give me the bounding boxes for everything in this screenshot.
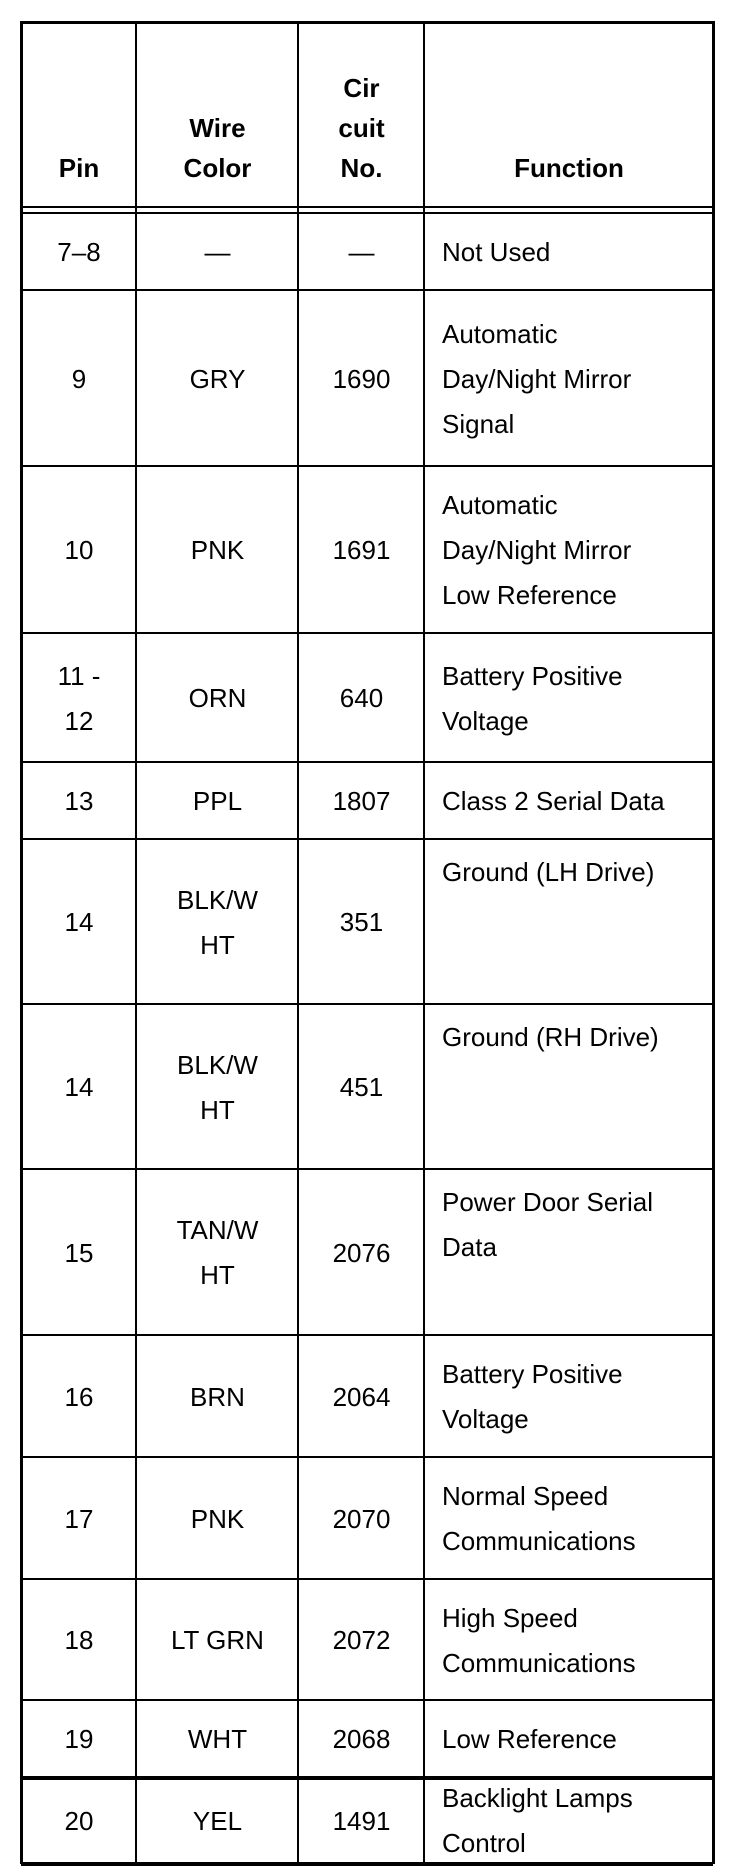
- cell-content: [188, 1717, 247, 1762]
- cell-text-line: LT GRN: [171, 1625, 264, 1655]
- row-divider: [21, 465, 713, 467]
- wire-color-cell: [138, 765, 297, 838]
- cell-text-line: HT: [200, 1094, 235, 1125]
- cell-content: [65, 1231, 94, 1276]
- cell-content: [333, 1799, 391, 1844]
- header-circuit-no: [300, 24, 423, 206]
- circuit-number-cell: [300, 293, 423, 465]
- cell-text-line: 2070: [332, 1503, 391, 1534]
- cell-text-line: 2076: [332, 1237, 391, 1268]
- row-divider: [21, 632, 713, 634]
- wire-color-cell: [138, 469, 297, 632]
- pin-cell: [23, 1582, 135, 1699]
- cell-text-line: BLK/W: [177, 884, 258, 915]
- cell-text-line: Control: [442, 1828, 526, 1858]
- cell-content: [65, 1065, 94, 1110]
- cell-content: [442, 1717, 617, 1762]
- function-cell: [426, 1582, 712, 1699]
- cell-text-line: BLK/W: [177, 1049, 258, 1080]
- wire-color-cell: [138, 636, 297, 761]
- cell-text-line: Automatic: [442, 318, 558, 349]
- pin-cell: [23, 1780, 135, 1862]
- pin-cell: [23, 216, 135, 289]
- cell-text-line: 1491: [332, 1805, 391, 1836]
- circuit-number-cell: [300, 842, 423, 1003]
- function-cell: [426, 293, 712, 465]
- cell-text-line: Cir: [343, 73, 380, 103]
- wire-color-cell: [138, 1338, 297, 1456]
- pin-cell: [23, 1007, 135, 1168]
- cell-text-line: 451: [339, 1072, 384, 1102]
- cell-text-line: cuit: [338, 113, 385, 143]
- function-cell: [426, 842, 712, 1003]
- cell-text-line: Ground (LH Drive): [442, 857, 655, 887]
- wire-color-cell: [138, 1703, 297, 1776]
- wire-color-cell: [138, 1582, 297, 1699]
- column-divider: [135, 21, 137, 1864]
- cell-text-line: 12: [64, 705, 94, 736]
- circuit-number-cell: [300, 765, 423, 838]
- cell-text-line: Function: [514, 153, 624, 183]
- cell-text-line: Voltage: [442, 705, 529, 736]
- cell-text-line: Low Reference: [442, 1724, 617, 1754]
- circuit-number-cell: [300, 216, 423, 289]
- cell-text-line: —: [348, 237, 375, 267]
- function-cell: [426, 216, 712, 289]
- row-divider: [21, 1578, 713, 1580]
- cell-text-line: 10: [64, 535, 94, 565]
- cell-text-line: Pin: [58, 153, 100, 183]
- cell-text-line: 1691: [332, 535, 391, 565]
- wire-color-cell: [138, 216, 297, 289]
- cell-text-line: ORN: [188, 683, 247, 713]
- cell-content: [333, 779, 391, 824]
- cell-content: [442, 1474, 636, 1564]
- circuit-number-cell: [300, 1172, 423, 1334]
- column-divider: [712, 21, 715, 1864]
- circuit-number-cell: [300, 469, 423, 632]
- cell-content: [65, 1375, 94, 1420]
- header-divider: [21, 206, 713, 208]
- cell-text-line: Communications: [442, 1526, 636, 1556]
- cell-content: [65, 1799, 94, 1844]
- function-cell: [426, 636, 712, 761]
- wire-color-cell: [138, 1780, 297, 1862]
- cell-content: [65, 1497, 94, 1542]
- cell-text-line: 640: [339, 683, 384, 713]
- cell-text-line: GRY: [189, 363, 246, 394]
- cell-text-line: 7–8: [57, 237, 101, 267]
- cell-content: [442, 1352, 623, 1442]
- cell-content: [442, 850, 712, 895]
- cell-content: [442, 230, 550, 275]
- header-label: [338, 68, 384, 188]
- cell-content: [58, 654, 101, 744]
- cell-text-line: 19: [64, 1724, 94, 1754]
- cell-text-line: WHT: [187, 1724, 248, 1754]
- cell-content: [333, 1231, 391, 1276]
- header-label: [514, 148, 624, 188]
- function-cell: [426, 1172, 712, 1334]
- pin-cell: [23, 293, 135, 465]
- cell-text-line: No.: [340, 153, 383, 183]
- wire-color-cell: [138, 293, 297, 465]
- cell-content: [65, 900, 94, 945]
- pin-cell: [23, 1460, 135, 1578]
- cell-text-line: Ground (RH Drive): [442, 1022, 659, 1052]
- column-divider: [297, 21, 299, 1864]
- row-divider: [21, 1168, 713, 1170]
- cell-text-line: 16: [64, 1381, 94, 1412]
- header-label: [59, 148, 99, 188]
- cell-text-line: Battery Positive: [442, 1359, 623, 1389]
- circuit-number-cell: [300, 1703, 423, 1776]
- row-divider: [21, 1699, 713, 1701]
- cell-text-line: 18: [64, 1625, 94, 1655]
- cell-content: [177, 1208, 259, 1298]
- cell-text-line: Color: [183, 153, 252, 183]
- cell-content: [190, 1375, 245, 1420]
- cell-text-line: 9: [71, 363, 87, 394]
- function-cell: [426, 1338, 712, 1456]
- pin-cell: [23, 842, 135, 1003]
- header-pin: [23, 24, 135, 206]
- cell-content: [65, 779, 94, 824]
- cell-content: [171, 1618, 264, 1663]
- row-divider: [21, 289, 713, 291]
- cell-text-line: PPL: [192, 786, 243, 816]
- cell-content: [340, 900, 383, 945]
- circuit-number-cell: [300, 1780, 423, 1862]
- row-divider: [21, 838, 713, 840]
- row-divider: [21, 1334, 713, 1336]
- header-divider: [21, 212, 713, 214]
- cell-content: [191, 1497, 244, 1542]
- cell-content: [333, 1717, 391, 1762]
- circuit-number-cell: [300, 1582, 423, 1699]
- cell-text-line: Day/Night Mirror: [442, 535, 632, 565]
- cell-content: [349, 230, 375, 275]
- cell-content: [340, 676, 383, 721]
- cell-content: [177, 878, 258, 968]
- cell-text-line: Voltage: [442, 1404, 529, 1434]
- cell-content: [442, 779, 665, 824]
- cell-text-line: Wire: [189, 113, 246, 143]
- circuit-number-cell: [300, 1007, 423, 1168]
- header-wire-color: [138, 24, 297, 206]
- cell-content: [189, 676, 247, 721]
- header-function: [426, 24, 712, 206]
- cell-text-line: Data: [442, 1232, 497, 1262]
- cell-text-line: Day/Night Mirror: [442, 363, 632, 394]
- cell-content: [442, 483, 631, 618]
- cell-content: [442, 1776, 633, 1866]
- cell-text-line: TAN/W: [176, 1215, 259, 1245]
- cell-text-line: Backlight Lamps: [442, 1783, 633, 1813]
- wire-color-cell: [138, 842, 297, 1003]
- cell-content: [333, 528, 391, 573]
- cell-content: [191, 528, 244, 573]
- header-label: [184, 108, 252, 188]
- row-divider: [21, 761, 713, 763]
- cell-content: [442, 1180, 712, 1270]
- row-divider: [21, 1003, 713, 1005]
- cell-content: [177, 1043, 258, 1133]
- cell-text-line: Low Reference: [442, 580, 617, 610]
- cell-text-line: Automatic: [442, 490, 558, 520]
- pin-cell: [23, 1703, 135, 1776]
- cell-text-line: Not Used: [442, 237, 551, 267]
- circuit-number-cell: [300, 1460, 423, 1578]
- cell-text-line: PNK: [190, 535, 245, 565]
- cell-content: [340, 1065, 383, 1110]
- pin-cell: [23, 1338, 135, 1456]
- cell-text-line: 13: [64, 786, 94, 816]
- cell-text-line: HT: [200, 929, 235, 960]
- function-cell: [426, 1007, 712, 1168]
- cell-content: [65, 528, 94, 573]
- pin-cell: [23, 765, 135, 838]
- cell-text-line: 20: [64, 1805, 94, 1836]
- pin-cell: [23, 636, 135, 761]
- cell-content: [442, 312, 631, 447]
- cell-content: [193, 1799, 242, 1844]
- pin-cell: [23, 1172, 135, 1334]
- cell-text-line: High Speed: [442, 1602, 578, 1633]
- cell-text-line: 14: [64, 907, 94, 937]
- cell-content: [333, 1375, 391, 1420]
- cell-content: [72, 357, 86, 402]
- cell-text-line: 2064: [332, 1381, 391, 1412]
- cell-text-line: —: [204, 237, 231, 267]
- cell-text-line: HT: [200, 1260, 235, 1290]
- cell-content: [193, 779, 242, 824]
- cell-text-line: 351: [339, 907, 384, 937]
- cell-content: [333, 1618, 391, 1663]
- cell-content: [333, 357, 391, 402]
- cell-text-line: Class 2 Serial Data: [442, 786, 665, 816]
- cell-text-line: 1690: [332, 363, 391, 394]
- cell-text-line: 2072: [332, 1625, 391, 1655]
- cell-text-line: PNK: [190, 1503, 245, 1534]
- cell-content: [65, 1618, 94, 1663]
- wire-color-cell: [138, 1460, 297, 1578]
- cell-text-line: 17: [64, 1503, 94, 1534]
- function-cell: [426, 1780, 712, 1862]
- cell-text-line: Communications: [442, 1647, 636, 1678]
- row-divider: [21, 1456, 713, 1458]
- cell-text-line: 11 -: [57, 660, 101, 691]
- function-cell: [426, 1460, 712, 1578]
- circuit-number-cell: [300, 1338, 423, 1456]
- function-cell: [426, 1703, 712, 1776]
- cell-text-line: BRN: [190, 1381, 245, 1412]
- wire-color-cell: [138, 1007, 297, 1168]
- cell-text-line: Power Door Serial: [442, 1187, 653, 1217]
- column-divider: [423, 21, 425, 1864]
- cell-content: [442, 654, 623, 744]
- circuit-number-cell: [300, 636, 423, 761]
- cell-content: [442, 1015, 712, 1060]
- cell-content: [57, 230, 100, 275]
- pin-cell: [23, 469, 135, 632]
- cell-text-line: YEL: [192, 1805, 243, 1836]
- cell-content: [65, 1717, 94, 1762]
- cell-content: [442, 1596, 636, 1686]
- cell-text-line: 2068: [332, 1724, 391, 1754]
- cell-text-line: Battery Positive: [442, 660, 623, 691]
- cell-text-line: 1807: [332, 786, 391, 816]
- cell-text-line: 14: [64, 1072, 94, 1102]
- cell-text-line: 15: [64, 1237, 94, 1268]
- cell-content: [205, 230, 231, 275]
- cell-text-line: Signal: [442, 408, 515, 439]
- wire-color-cell: [138, 1172, 297, 1334]
- cell-content: [190, 357, 246, 402]
- cell-content: [333, 1497, 391, 1542]
- cell-text-line: Normal Speed: [442, 1481, 609, 1511]
- function-cell: [426, 469, 712, 632]
- function-cell: [426, 765, 712, 838]
